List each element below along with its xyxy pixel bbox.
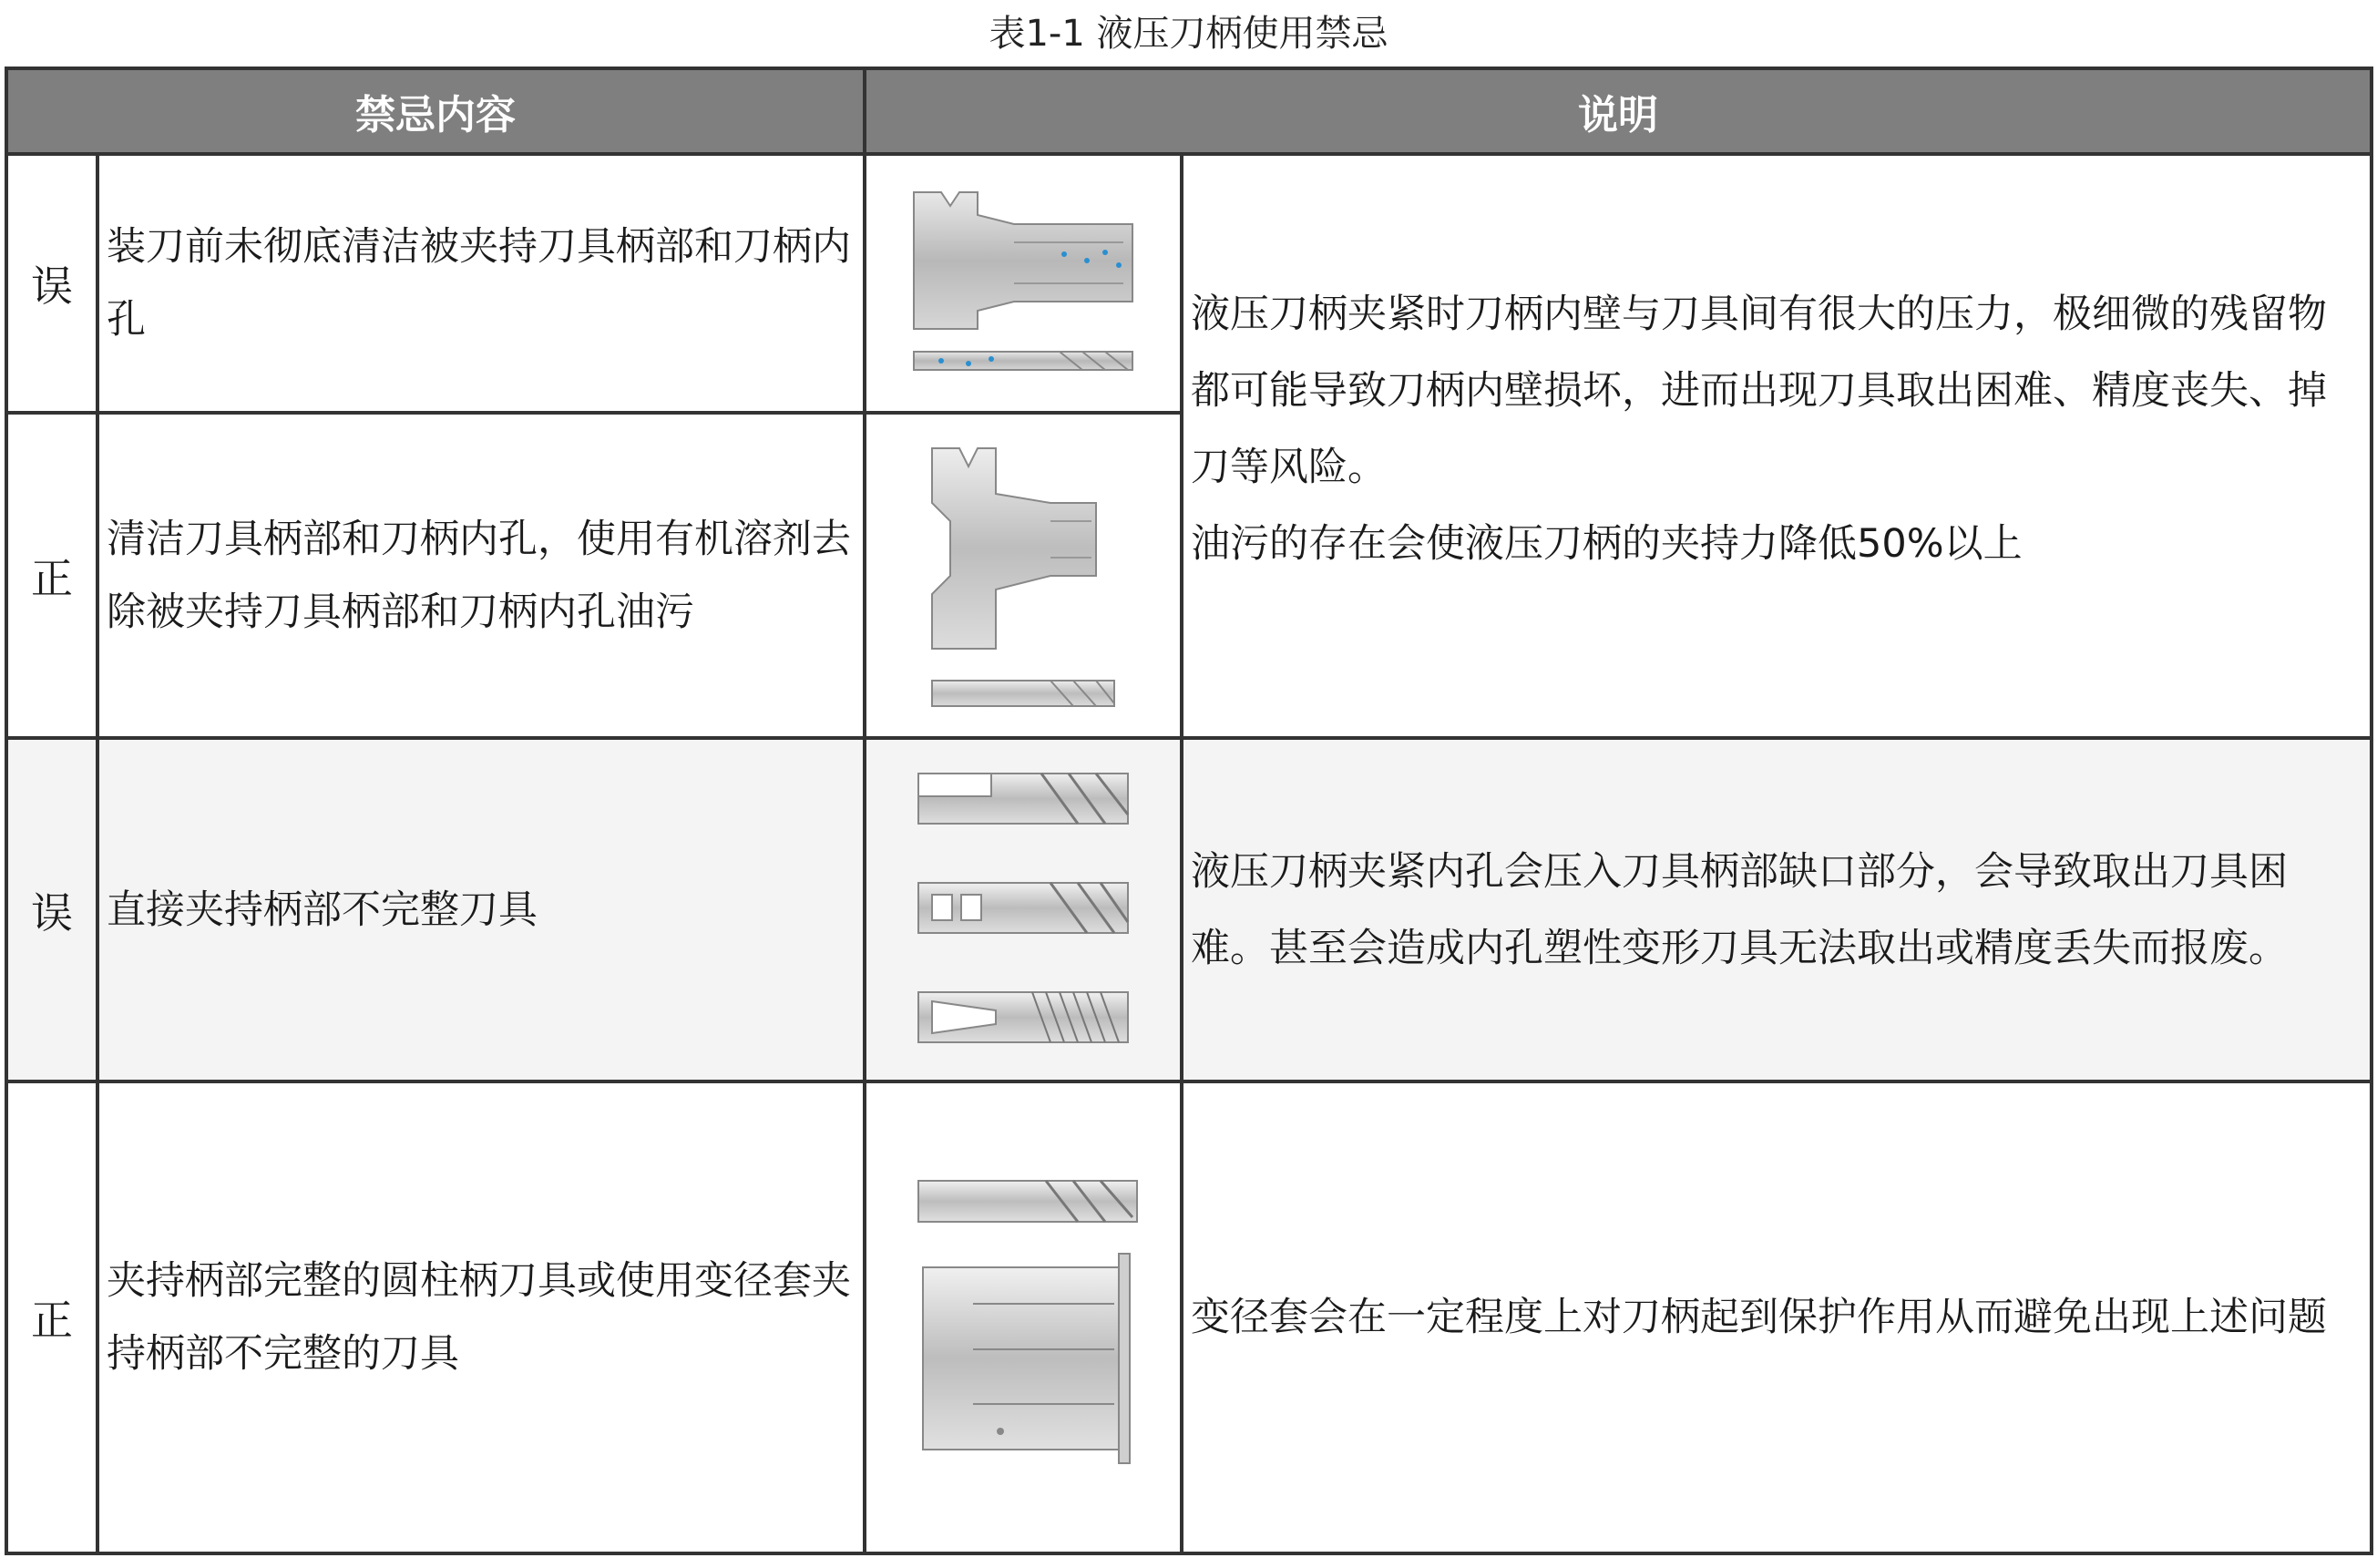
incomplete-shank-tools-illustration [865,738,1182,1081]
description-group3: 变径套会在一定程度上对刀柄起到保护作用从而避免出现上述问题 [1182,1081,2372,1553]
holder-with-debris-icon [905,174,1142,393]
reducer-sleeve-illustration [865,1081,1182,1553]
row-mark-correct: 正 [6,413,97,738]
table-row [6,154,2372,414]
row-mark-wrong: 误 [6,738,97,1081]
clean-holder-icon [905,430,1142,722]
table-header-row [6,68,2372,154]
incomplete-shank-icon [905,760,1142,1061]
reducer-sleeve-icon [900,1167,1146,1468]
header-description: 说明 [865,68,2372,154]
row-content: 夹持柄部完整的圆柱柄刀具或使用变径套夹持柄部不完整的刀具 [97,1081,865,1553]
row-mark-wrong: 误 [6,154,97,414]
table-row [6,1081,2372,1553]
dirty-holder-illustration [865,154,1182,414]
prohibition-table [5,67,2373,1555]
row-content: 装刀前未彻底清洁被夹持刀具柄部和刀柄内孔 [97,154,865,414]
description-text-1: 液压刀柄夹紧时刀柄内壁与刀具间有很大的压力，极细微的残留物都可能导致刀柄内壁损坏，进而出现刀具取出困难、精度丧失、掉刀等风险。 油污的存在会使液压刀柄的夹持力降低50%以上 [1191,292,2327,568]
row-content: 清洁刀具柄部和刀柄内孔，使用有机溶剂去除被夹持刀具柄部和刀柄内孔油污 [97,413,865,738]
description-group2: 液压刀柄夹紧内孔会压入刀具柄部缺口部分，会导致取出刀具困难。甚至会造成内孔塑性变形刀具无法取出或精度丢失而报废。 [1182,738,2372,1081]
row-mark-correct: 正 [6,1081,97,1553]
row-content: 直接夹持柄部不完整刀具 [97,738,865,1081]
clean-holder-illustration [865,413,1182,738]
header-content: 禁忌内容 [6,68,865,154]
table-caption: 表1-1 液压刀柄使用禁忌 [989,13,1388,55]
table-row [6,738,2372,1081]
description-group1 [1182,154,2372,739]
